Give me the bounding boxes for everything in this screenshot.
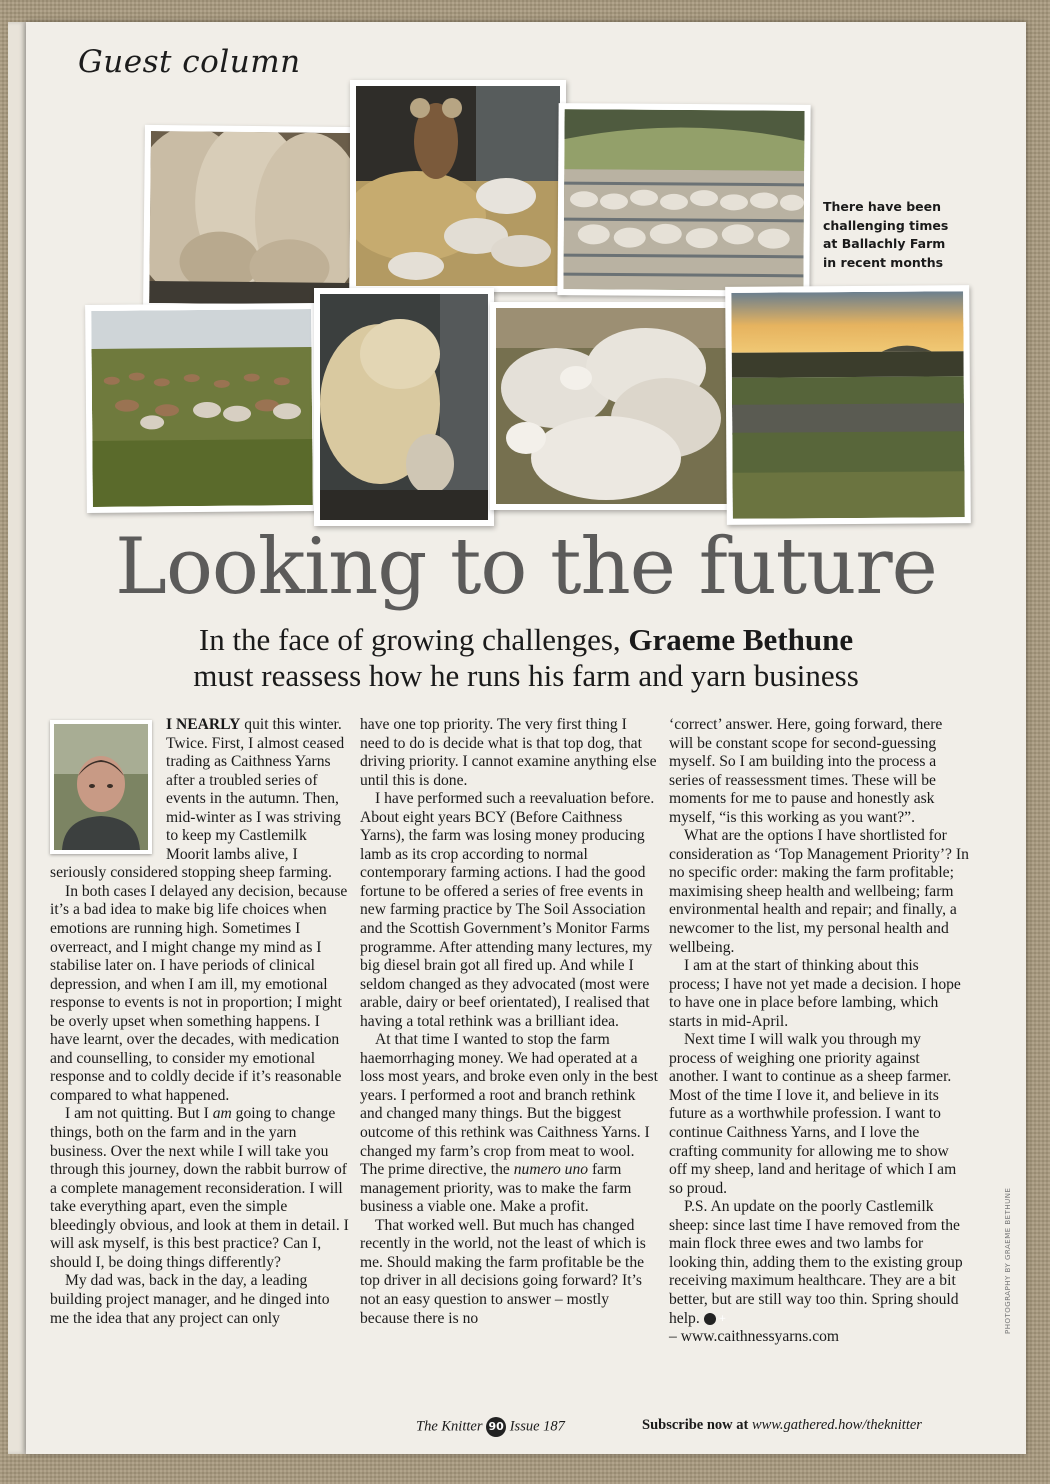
issue-number: Issue 187 [509, 1418, 565, 1435]
paragraph: At that time I wanted to stop the farm haemorrhaging money. We had operated at a loss most years, and broke even only in the best years. I performed a root and branch rethink and changed many things. But the biggest outcome of this rethink was Caithness Yarns. I changed my farm’s crop from meat to wool. The prime directive, the numero uno farm management priority, was to make the farm business a viable one. Make a profit. [360, 1031, 658, 1216]
photo-horned-sheep-hay [350, 80, 566, 292]
standfirst-author: Graeme Bethune [628, 622, 854, 657]
paragraph: ‘correct’ answer. Here, going forward, there will be constant scope for second-guessing myself. So I am building into the process a series of reassessment times. These will be moments for me to pause and honestly ask myself, “is this working as you want?”. [669, 716, 943, 826]
photo-white-sheep-group [490, 302, 734, 510]
magazine-page [26, 22, 1026, 1454]
paragraph: I have performed such a reevaluation before. About eight years BCY (Before Caithness Yarns), the farm was losing money producing lamb as its crop according to normal contemporary farming actions. I had the good fortune to be offered a series of free events in new farming practice by The Soil Association and the Scottish Government’s Monitor Farms programme. After attending many lectures, my big diesel brain got all fired up. And while I seldom changed as they advocated (most were arable, dairy or beef orientated), I realised that having a total rethink was a brilliant idea. [360, 790, 655, 1030]
paragraph: quit this winter. Twice. First, I almost ceased trading as Caithness Yarns after a troubled series of events in the autumn. Then, mid-winter as I was striving to keep my Castlemilk Moorit lambs alive, I seriously considered stopping sheep farming. [50, 716, 345, 882]
photo-fleece-closeup [143, 125, 357, 311]
photo-field-flock [85, 303, 319, 513]
horned-sheep-image [356, 86, 560, 286]
feeding-trough-image [320, 294, 488, 520]
footer-folio [416, 1417, 565, 1437]
footer-subscribe [642, 1417, 922, 1434]
photo-credit: PHOTOGRAPHY BY GRAEME BETHUNE [1004, 1187, 1012, 1334]
author-photo [50, 720, 152, 854]
website-link[interactable]: – www.caithnessyarns.com [669, 1328, 840, 1346]
text-column-3 [669, 716, 969, 1347]
standfirst [26, 622, 1026, 694]
photo-caption: There have been challenging times at Ballachly Farm in recent months [823, 199, 949, 270]
text-column-2 [360, 716, 660, 1328]
magazine-name: The Knitter [416, 1418, 483, 1435]
paragraph: What are the options I have shortlisted for consideration as ‘Top Management Priority’? In no specific order: making the farm profitable; maximising sheep health and wellbeing; farm environmental health and repair; and finally, a newcomer to the list, my personal health and wellbeing. [669, 827, 969, 956]
white-sheep-image [496, 308, 728, 504]
author-portrait [54, 724, 148, 850]
paragraph: That worked well. But much has changed recently in the world, not the least of which is me. Should making the farm profitable be the top driver in all decisions going forward? It’s not an easy question to answer – mostly because there is no [360, 1216, 646, 1327]
photo-sheep-pen-hillside [557, 103, 810, 297]
standfirst-rest: must reassess how he runs his farm and yarn business [193, 658, 859, 693]
paragraph: Next time I will walk you through my process of weighing one priority against another. I want to continue as a sheep farmer. Most of the time I love it, and believe in its future as a worthwhile profession. I want to continue Caithness Yarns, and I love the crafting community for allowing me to show off my sheep, land and heritage of which I am so proud. [669, 1031, 957, 1197]
end-mark-icon: + [704, 1313, 716, 1325]
section-label: Guest column [78, 44, 301, 80]
subscribe-label: Subscribe now at [642, 1417, 749, 1433]
photo-sheep-feeding-trough [314, 288, 494, 526]
paragraph: I am at the start of thinking about this process; I have not yet made a decision. I hope to have one in place before lambing, which starts in mid-April. [669, 957, 961, 1030]
paragraph: have one top priority. The very first thing I need to do is decide what is that top dog, that driving priority. I cannot examine anything else until this is done. [360, 716, 657, 789]
photo-sunset-landscape [725, 285, 971, 525]
sheep-pen-image [563, 109, 804, 291]
field-flock-image [91, 309, 313, 507]
paragraph: I am not quitting. But I am going to change things, both on the farm and in the yarn business. Over the next while I will take you through this journey, down the rabbit burrow of a complete management reconsideration. I will take everything apart, even the simple bleedingly obvious, and look at them in detail. I will ask myself, is this best practice? Can I, should I, be doing things differently? [50, 1105, 349, 1271]
paragraph: In both cases I delayed any decision, because it’s a bad idea to make big life choices when emotions are running high. Sometimes I overreact, and I might change my mind as I stabilise later on. I have periods of clinical depression, and when I am ill, my emotional response to events is not in proportion; I might be overly upset when something happens. I have learnt, over the decades, with medication and counselling, to consider my emotional response and to coldly decide if it’s reasonable compared to what happened. [50, 882, 348, 1104]
lead-in: I NEARLY [166, 716, 241, 733]
page-number: 90 [486, 1417, 506, 1437]
page-edge [8, 22, 26, 1454]
standfirst-intro: In the face of growing challenges, [198, 622, 629, 657]
paragraph: P.S. An update on the poorly Castlemilk sheep: since last time I have removed from the main flock three ewes and two lambs for looking thin, adding them to the existing group receiving maximum healthcare. They are a bit better, but are still way too thin. Spring should help. + [669, 1198, 963, 1327]
headline: Looking to the future [115, 522, 937, 612]
paragraph: My dad was, back in the day, a leading building project manager, and he dinged into me the idea that any project can only [50, 1272, 330, 1327]
sunset-image [731, 291, 965, 519]
text-column-1 [50, 716, 350, 1328]
subscribe-link[interactable]: www.gathered.how/theknitter [751, 1417, 922, 1433]
fleece-image [149, 131, 351, 305]
